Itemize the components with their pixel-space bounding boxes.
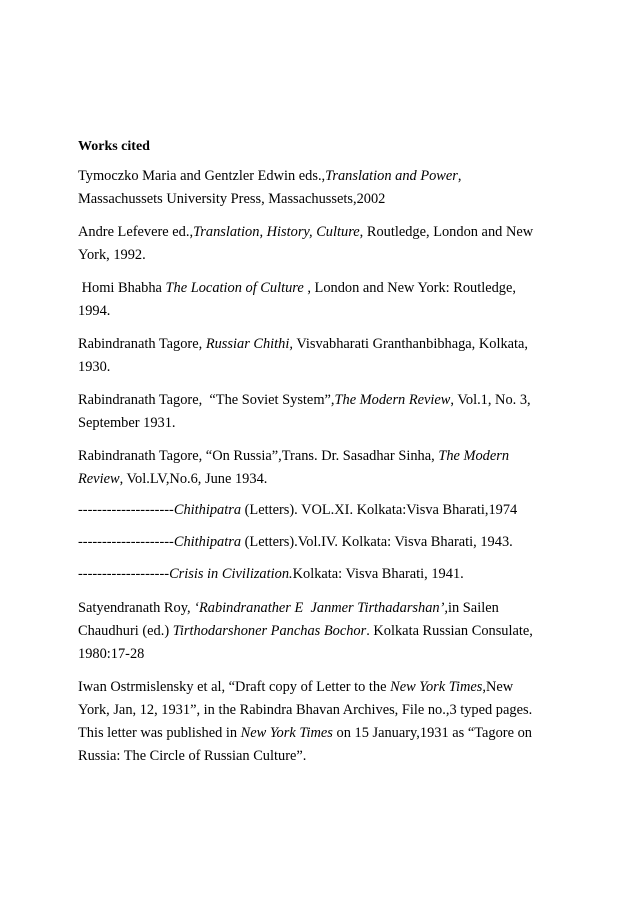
citation-title-italic: New York Times — [390, 679, 483, 695]
citation-text: Rabindranath Tagore, “The Soviet System”, — [78, 392, 335, 408]
citation-entry — [78, 277, 562, 323]
citation-entry — [78, 597, 562, 666]
citation-entry — [78, 221, 562, 267]
citation-title-italic: Chithipatra — [173, 534, 242, 550]
citation-entry — [78, 565, 562, 583]
citation-text: Satyendranath Roy, — [78, 600, 195, 616]
citation-title-italic: Translation and Power — [325, 168, 458, 184]
citation-list — [78, 165, 562, 768]
citation-text: -------------------- — [78, 534, 174, 550]
citation-title-italic: The Location of Culture — [165, 280, 304, 296]
citation-title-italic: The Modern Review — [78, 448, 510, 487]
citation-text: on 15 January,1931 as “Tagore on Russia: The Circle of Russian Culture”. — [78, 725, 532, 764]
citation-text: in Sailen Chaudhuri (ed.) — [78, 600, 499, 639]
citation-text: . Kolkata Russian Consulate, 1980:17-28 — [78, 623, 533, 662]
citation-title-italic: Russiar Chithi, — [205, 336, 293, 352]
citation-text: Visvabharati Granthanbibhaga, Kolkata, 1930. — [78, 336, 529, 375]
citation-title-italic: ‘Rabindranather E Janmer Tirthadarshan’, — [194, 600, 449, 616]
citation-title-italic: Crisis in Civilization. — [169, 566, 293, 582]
citation-entry — [78, 165, 562, 211]
citation-text: , Vol.LV,No.6, June 1934. — [119, 471, 268, 487]
citation-title-italic: The Modern Review — [334, 392, 451, 408]
citation-text: Andre Lefevere ed., — [78, 224, 194, 240]
citation-text: Kolkata: Visva Bharati, 1941. — [292, 566, 464, 582]
citation-text: ------------------- — [78, 566, 170, 582]
citation-entry — [78, 501, 562, 519]
citation-text: (Letters). VOL.XI. Kolkata:Visva Bharati,1974 — [241, 502, 518, 518]
citation-text: Rabindranath Tagore, “On Russia”,Trans. Dr. Sasadhar Sinha, — [78, 448, 439, 464]
citation-title-italic: Tirthodarshoner Panchas Bochor — [172, 623, 367, 639]
citation-text: ,New York, Jan, 12, 1931”, in the Rabindra Bhavan Archives, File no.,3 typed pages. This letter was published in — [78, 679, 533, 741]
works-cited-section — [78, 138, 562, 778]
citation-entry — [78, 533, 562, 551]
citation-title-italic: Chithipatra — [173, 502, 242, 518]
works-cited-heading: Works cited — [78, 139, 150, 154]
citation-text: -------------------- — [78, 502, 174, 518]
citation-entry — [78, 333, 562, 379]
citation-text: (Letters).Vol.IV. Kolkata: Visva Bharati, 1943. — [241, 534, 513, 550]
citation-text: Homi Bhabha — [78, 280, 166, 296]
citation-title-italic: New York Times — [240, 725, 333, 741]
citation-title-italic: Translation, History, Culture — [193, 224, 360, 240]
citation-text: , Vol.1, No. 3, September 1931. — [78, 392, 531, 431]
citation-text: Tymoczko Maria and Gentzler Edwin eds., — [78, 168, 326, 184]
citation-text: , Massachussets University Press, Massachussets,2002 — [78, 168, 462, 207]
citation-text: , London and New York: Routledge, 1994. — [78, 280, 516, 319]
citation-text: , Routledge, London and New York, 1992. — [78, 224, 534, 263]
citation-text: Iwan Ostrmislensky et al, “Draft copy of Letter to the — [78, 679, 391, 695]
citation-entry — [78, 445, 562, 491]
citation-entry — [78, 676, 562, 768]
citation-text: Rabindranath Tagore, — [78, 336, 206, 352]
citation-entry — [78, 389, 562, 435]
